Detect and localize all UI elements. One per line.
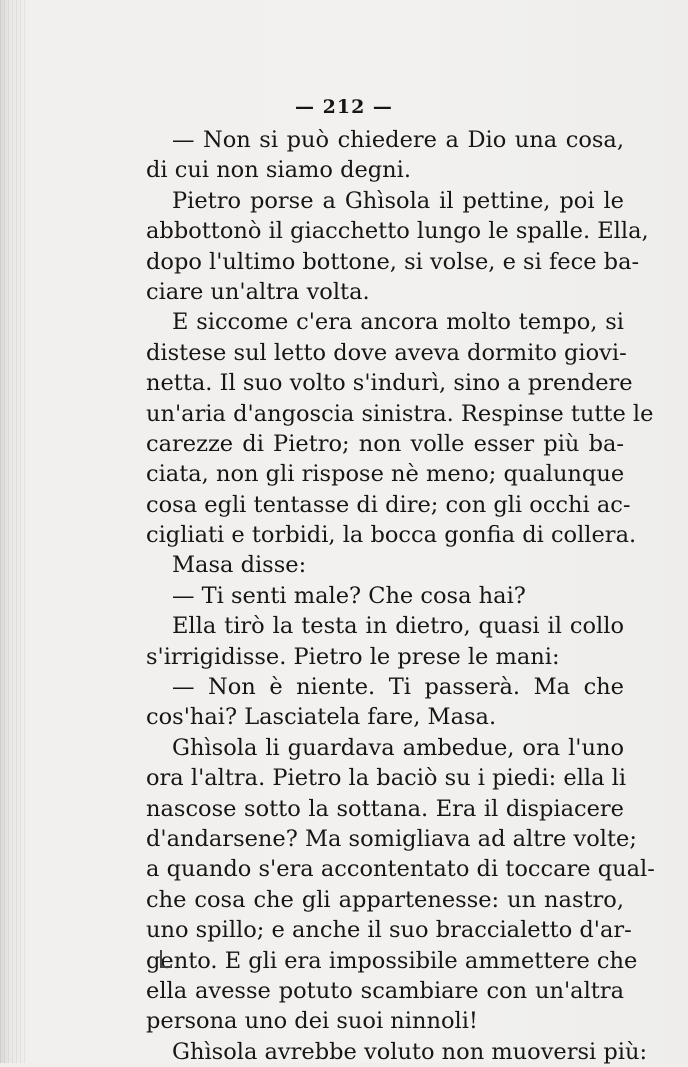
text-line: s'irrigidisse. Pietro le prese le mani: xyxy=(146,643,560,670)
text-line: netta. Il suo volto s'indurì, sino a prendere xyxy=(146,370,633,397)
text-line: distese sul letto dove aveva dormito giovi- xyxy=(146,339,627,366)
text-line: che cosa che gli appartenesse: un nastro, xyxy=(146,886,624,913)
text-line: un'aria d'angoscia sinistra. Respinse tutte le xyxy=(146,400,654,427)
page-number: — 212 — xyxy=(295,96,393,118)
text-line: gento. E gli era impossibile ammettere che xyxy=(146,947,638,974)
text-line: uno spillo; e anche il suo braccialetto d'ar- xyxy=(146,917,632,944)
body-text xyxy=(146,125,655,1067)
text-line: — Non è niente. Ti passerà. Ma che xyxy=(172,674,624,701)
text-line: ella avesse potuto scambiare con un'altra xyxy=(146,977,624,1004)
text-line: nascose sotto la sottana. Era il dispiacere xyxy=(146,795,624,822)
text-line: carezze di Pietro; non volle esser più ba- xyxy=(146,430,624,457)
text-line: cigliati e torbidi, la bocca gonfia di collera. xyxy=(146,522,637,549)
text-line: cos'hai? Lasciatela fare, Masa. xyxy=(146,704,497,731)
text-line: cosa egli tentasse di dire; con gli occhi ac- xyxy=(146,491,631,518)
text-line: ciata, non gli rispose nè meno; qualunque xyxy=(146,461,625,488)
text-line: ciare un'altra volta. xyxy=(146,278,370,305)
text-line: — Non si può chiedere a Dio una cosa, xyxy=(172,127,624,153)
text-line: Ghìsola avrebbe voluto non muoversi più: xyxy=(172,1038,648,1065)
corner-mark xyxy=(160,950,172,968)
text-line: persona uno dei suoi ninnoli! xyxy=(146,1008,478,1035)
text-line: Pietro porse a Ghìsola il pettine, poi le xyxy=(172,187,624,214)
page-spine-shadow xyxy=(0,0,26,1063)
text-line: abbottonò il giacchetto lungo le spalle. Ella, xyxy=(146,218,649,245)
text-line: ora l'altra. Pietro la baciò su i piedi: ella li xyxy=(146,765,627,792)
text-line: — Ti senti male? Che cosa hai? xyxy=(172,582,526,609)
text-line: Masa disse: xyxy=(172,552,307,579)
text-line: d'andarsene? Ma somigliava ad altre volte; xyxy=(146,825,637,852)
text-line: E siccome c'era ancora molto tempo, si xyxy=(172,309,624,336)
text-line: Ghìsola li guardava ambedue, ora l'uno xyxy=(172,734,624,761)
text-line: Ella tirò la testa in dietro, quasi il collo xyxy=(172,613,624,640)
text-line: a quando s'era accontentato di toccare qual- xyxy=(146,856,655,883)
text-line: di cui non siamo degni. xyxy=(146,157,412,184)
text-line: dopo l'ultimo bottone, si volse, e si fece ba- xyxy=(146,248,640,275)
